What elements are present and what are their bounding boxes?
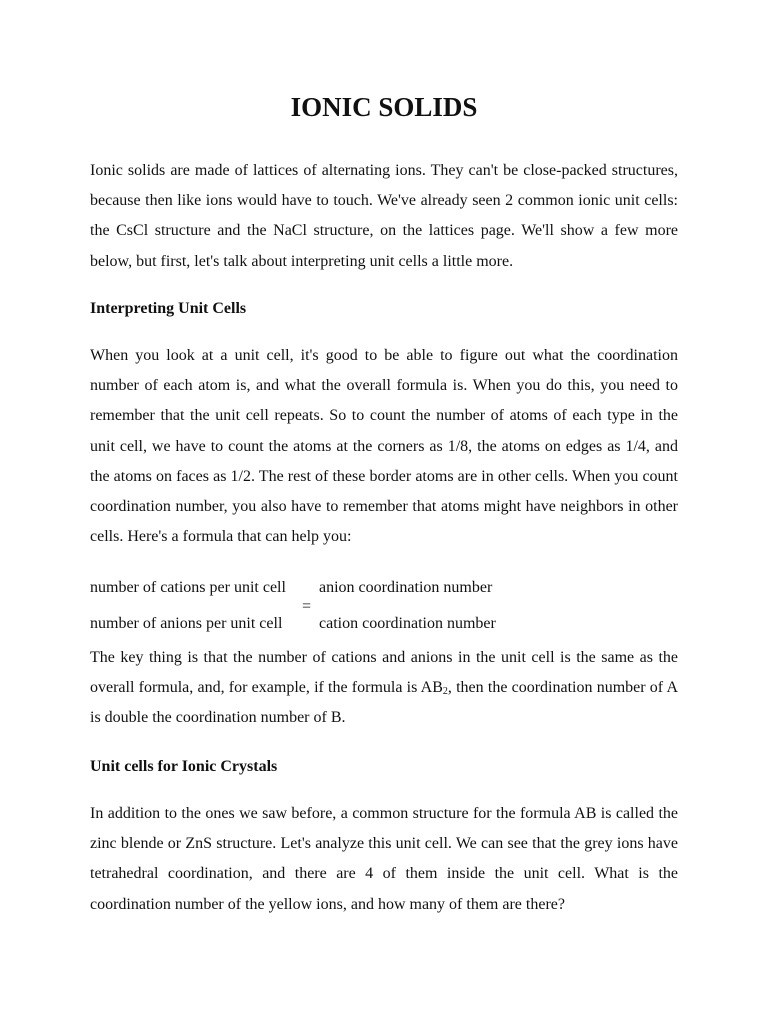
formula-right-denominator: cation coordination number xyxy=(319,615,496,632)
zinc-blende-paragraph: In addition to the ones we saw before, a common structure for the formula AB is called the zinc blende or ZnS structure. Let's analyze this unit cell. We can see that the grey ions have tetrahedral coordination, and there are 4 of them inside the unit cell. What is the coordination number of the yellow ions, and how many of them are there? xyxy=(90,805,678,913)
section-heading-interpreting-unit-cells: Interpreting Unit Cells xyxy=(90,300,247,317)
formula-equals-sign: = xyxy=(302,598,312,615)
page-title: IONIC SOLIDS xyxy=(290,92,478,122)
interpreting-unit-cells-paragraph: When you look at a unit cell, it's good to be able to figure out what the coordination number of each atom is, and what the overall formula is. When you do this, you need to remember that the unit cell repeats. So to count the number of atoms of each type in the unit cell, we have to count the atoms at the corners as 1/8, the atoms on edges as 1/4, and the atoms on faces as 1/2. The rest of these border atoms are in other cells. When you count coordination number, you also have to remember that atoms might have neighbors in other cells. Here's a formula that can help you: xyxy=(90,347,678,546)
intro-paragraph: Ionic solids are made of lattices of alternating ions. They can't be close-packed structures, because then like ions would have to touch. We've already seen 2 common ionic unit cells: the CsCl structure and the NaCl structure, on the lattices page. We'll show a few more below, but first, let's talk about interpreting unit cells a little more. xyxy=(90,162,678,270)
key-thing-paragraph xyxy=(90,643,678,734)
formula-subscript: 2 xyxy=(442,686,448,698)
key-thing-text-after: , then the coordination number of A is double the coordination number of B. xyxy=(90,679,678,727)
key-thing-text-before: The key thing is that the number of cations and anions in the unit cell is the same as the overall formula, and, for example, if the formula is AB xyxy=(90,649,678,697)
section-heading-unit-cells-ionic-crystals: Unit cells for Ionic Crystals xyxy=(90,758,278,775)
formula-left-denominator: number of anions per unit cell xyxy=(90,615,283,632)
formula-left-numerator: number of cations per unit cell xyxy=(90,579,286,596)
formula-right-numerator: anion coordination number xyxy=(319,579,493,596)
